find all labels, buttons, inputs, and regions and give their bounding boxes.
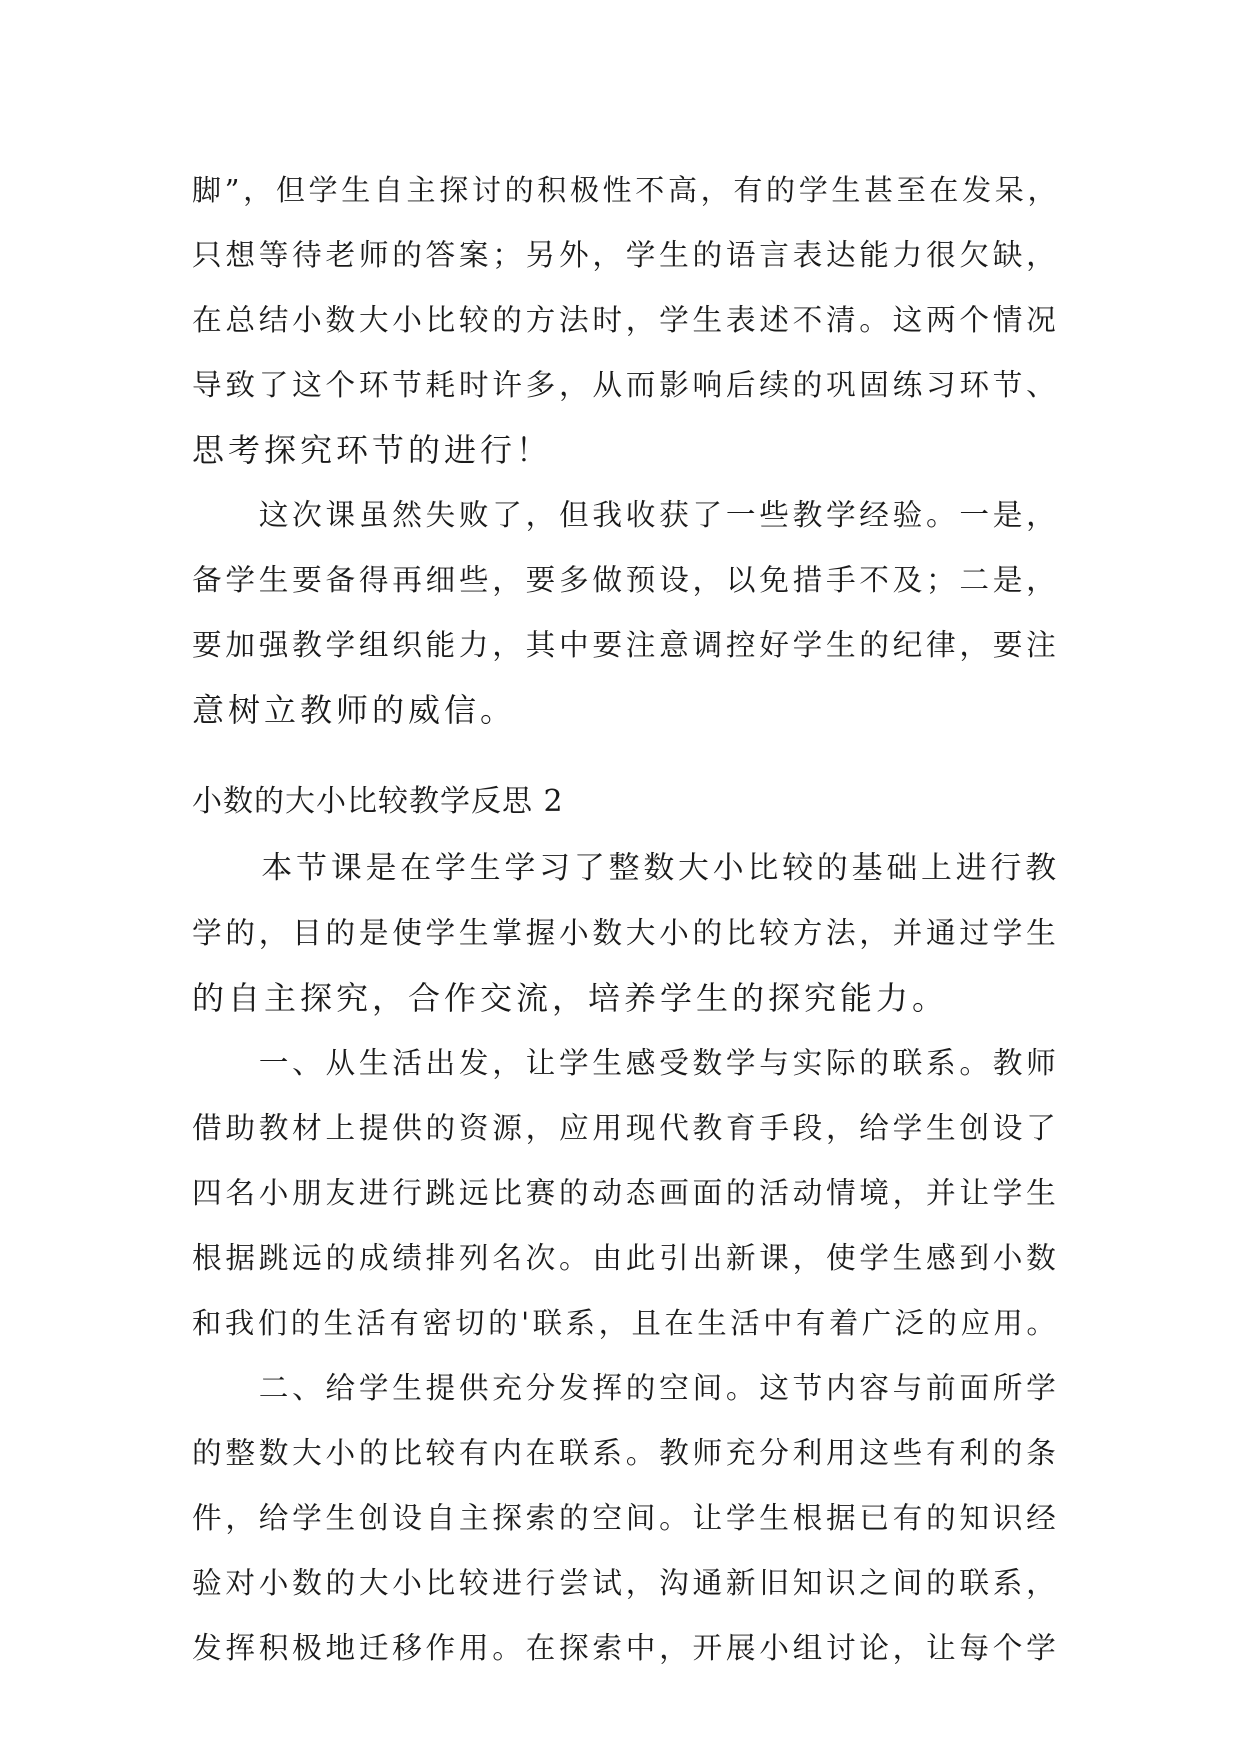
paragraph-line: 本节课是在学生学习了整数大小比较的基础上进行教	[192, 850, 1060, 886]
paragraph-line: 借助教材上提供的资源，应用现代教育手段，给学生创设了	[192, 1110, 1060, 1145]
paragraph-line: 二、给学生提供充分发挥的空间。这节内容与前面所学	[192, 1370, 1060, 1405]
paragraph-line: 要加强教学组织能力，其中要注意调控好学生的纪律，要注	[192, 627, 1060, 662]
paragraph-line: 只想等待老师的答案；另外，学生的语言表达能力很欠缺，	[192, 237, 1060, 272]
paragraph-line: 一、从生活出发，让学生感受数学与实际的联系。教师	[192, 1045, 1060, 1080]
paragraph-line: 的自主探究，合作交流，培养学生的探究能力。	[192, 979, 949, 1017]
paragraph-line: 脚”，但学生自主探讨的积极性不高，有的学生甚至在发呆，	[192, 173, 1061, 207]
paragraph-line: 验对小数的大小比较进行尝试，沟通新旧知识之间的联系，	[192, 1565, 1060, 1600]
paragraph-line: 学的，目的是使学生掌握小数大小的比较方法，并通过学生	[192, 915, 1060, 950]
paragraph-line: 在总结小数大小比较的方法时，学生表述不清。这两个情况	[192, 302, 1060, 337]
paragraph-line: 件，给学生创设自主探索的空间。让学生根据已有的知识经	[192, 1500, 1060, 1535]
paragraph-line: 发挥积极地迁移作用。在探索中，开展小组讨论，让每个学	[192, 1630, 1060, 1665]
paragraph-line: 这次课虽然失败了，但我收获了一些教学经验。一是，	[192, 497, 1060, 532]
paragraph-line: 的整数大小的比较有内在联系。教师充分利用这些有利的条	[192, 1435, 1060, 1470]
paragraph-line: 意树立教师的威信。	[192, 691, 517, 729]
paragraph-line: 思考探究环节的进行！	[192, 431, 553, 469]
paragraph-line: 备学生要备得再细些，要多做预设，以免措手不及；二是，	[192, 562, 1060, 597]
paragraph-line: 根据跳远的成绩排列名次。由此引出新课，使学生感到小数	[192, 1240, 1060, 1275]
section-heading: 小数的大小比较教学反思 2	[192, 784, 564, 819]
paragraph-line: 和我们的生活有密切的'联系，且在生活中有着广泛的应用。	[192, 1306, 1060, 1340]
paragraph-line: 导致了这个环节耗时许多，从而影响后续的巩固练习环节、	[192, 367, 1060, 402]
paragraph-line: 四名小朋友进行跳远比赛的动态画面的活动情境，并让学生	[192, 1175, 1060, 1210]
